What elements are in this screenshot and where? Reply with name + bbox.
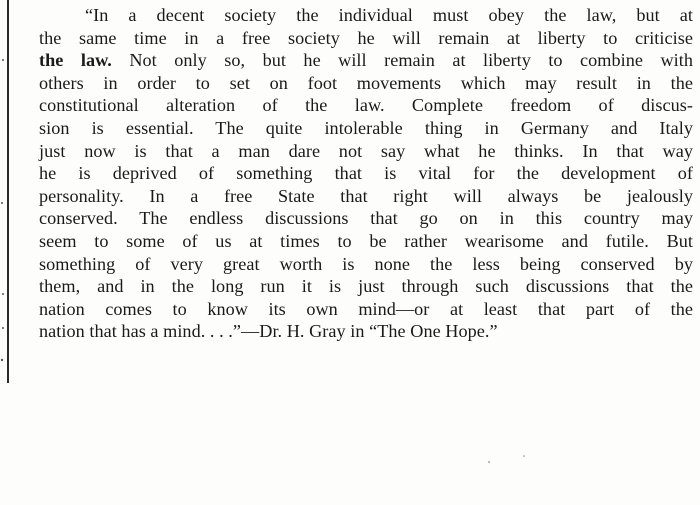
text-line-13: them, and in the long run it is just through such discussions that the (39, 276, 693, 297)
text-line-15: nation that has a mind. . . .”—Dr. H. Gray in “The One Hope.” (39, 321, 498, 342)
text-line-2: the same time in a free society he will remain at liberty to criticise (39, 27, 693, 48)
text-line-9: personality. In a free State that right will always be jealously (39, 185, 693, 206)
text-line-11: seem to some of us at times to be rather wearisome and futile. But (39, 230, 693, 251)
text-line-10: conserved. The endless discussions that go on in this country may (39, 208, 693, 229)
text-line-14: nation comes to know its own mind—or at least that part of the (39, 298, 693, 319)
text-line-3-rest: Not only so, but he will remain at liberty to combine with (111, 50, 694, 71)
text-line-7: just now is that a man dare not say what he thinks. In that way (39, 140, 693, 161)
text-line-12: something of very great worth is none the less being conserved by (39, 253, 693, 274)
text-line-3 (39, 49, 693, 72)
text-line-6: sion is essential. The quite intolerable thing in Germany and Italy (39, 117, 693, 138)
text-line-8: he is deprived of something that is vital for the development of (39, 163, 693, 184)
text-line-1: “In a decent society the individual must obey the law, but at (85, 5, 693, 25)
bold-phrase: the law. (39, 50, 112, 71)
text-line-5: constitutional alteration of the law. Complete freedom of discus- (39, 95, 693, 116)
text-line-4: others in order to set on foot movements which may result in the (39, 72, 693, 93)
quotation-block (39, 4, 693, 343)
